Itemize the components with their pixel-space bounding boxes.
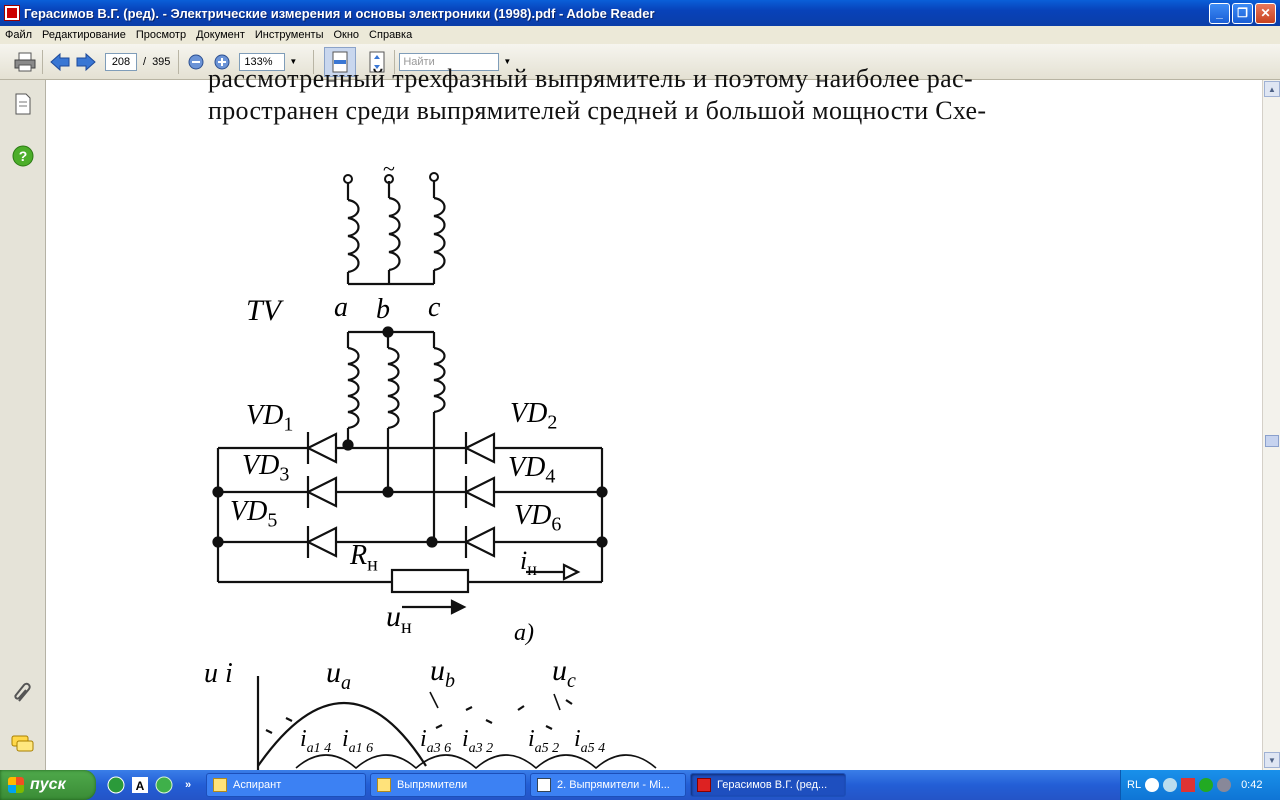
graph-uc-label: $u_c$ bbox=[552, 654, 576, 692]
zoom-out-button[interactable] bbox=[183, 49, 209, 75]
graph-ia32-label: $i_{a3 2}$ bbox=[462, 726, 494, 756]
find-options-icon[interactable]: ▼ bbox=[503, 57, 512, 66]
vd6-label: $VD_6$ bbox=[514, 500, 562, 536]
vd5-label: $VD_5$ bbox=[230, 496, 278, 532]
arrow-left-icon bbox=[50, 53, 70, 71]
comments-icon[interactable] bbox=[11, 732, 35, 756]
navigation-panel bbox=[0, 80, 46, 770]
graph-ui-label: u i bbox=[204, 658, 233, 689]
quick-launch-app-icon[interactable] bbox=[130, 775, 150, 795]
zoom-out-icon bbox=[188, 54, 204, 70]
graph-ia36-label: $i_{a3 6}$ bbox=[420, 726, 452, 756]
graph-ia16-label: $i_{a1 6}$ bbox=[342, 726, 374, 756]
taskbar bbox=[0, 770, 1280, 800]
menu-help[interactable]: Справка bbox=[369, 29, 413, 41]
toolbar-separator bbox=[178, 50, 179, 74]
load-current-label: $i_н$ bbox=[520, 546, 537, 580]
printer-icon bbox=[14, 52, 36, 72]
tv-label: TV bbox=[246, 294, 282, 327]
load-resistor-label: $R_н$ bbox=[350, 540, 378, 576]
close-icon: ✕ bbox=[1260, 6, 1271, 20]
task-adobe-reader[interactable]: Герасимов В.Г. (ред... bbox=[690, 773, 846, 797]
zoom-level-select[interactable]: 133% bbox=[239, 53, 285, 71]
quick-launch-more-icon[interactable]: » bbox=[184, 779, 192, 791]
window-title: Герасимов В.Г. (ред). - Электрические измерения и основы электроники (1998).pdf - Adobe Reader bbox=[24, 5, 655, 21]
vd1-label: $VD_1$ bbox=[246, 400, 294, 436]
text-line-2: пространен среди выпрямителей средней и большой мощности Схе- bbox=[208, 96, 987, 125]
menu-bar bbox=[0, 26, 1280, 44]
clock: 0:42 bbox=[1241, 779, 1263, 791]
svg-text:A: A bbox=[135, 779, 145, 793]
graph-ia52-label: $i_{a5 2}$ bbox=[528, 726, 560, 756]
scroll-down-icon[interactable]: ▼ bbox=[1264, 752, 1280, 768]
vd4-label: $VD_4$ bbox=[508, 452, 556, 488]
tray-network-icon[interactable] bbox=[1199, 778, 1213, 792]
maximize-button[interactable] bbox=[1232, 3, 1253, 24]
title-bar[interactable] bbox=[0, 0, 1280, 26]
start-button[interactable] bbox=[0, 770, 96, 800]
start-label: пуск bbox=[30, 776, 66, 793]
find-input[interactable]: Найти bbox=[399, 53, 499, 71]
svg-text:?: ? bbox=[18, 148, 28, 164]
phase-b-label: b bbox=[376, 294, 390, 325]
next-page-button[interactable] bbox=[73, 49, 99, 75]
menu-file[interactable]: Файл bbox=[5, 29, 33, 41]
word-document-icon bbox=[537, 778, 551, 792]
graph-ia14-label: $i_{a1 4}$ bbox=[300, 726, 332, 756]
figure-a-caption: a) bbox=[514, 620, 534, 646]
task-aspirant[interactable]: Аспирант bbox=[206, 773, 366, 797]
page-total: 395 bbox=[152, 55, 171, 68]
language-indicator[interactable]: RL bbox=[1127, 779, 1142, 791]
graph-ua-label: $u_a$ bbox=[326, 656, 351, 694]
tray-search-icon[interactable] bbox=[1163, 778, 1177, 792]
maximize-icon: ❐ bbox=[1237, 6, 1248, 20]
vd3-label: $VD_3$ bbox=[242, 450, 290, 486]
page-separator: / bbox=[143, 55, 147, 68]
menu-edit[interactable]: Редактирование bbox=[42, 29, 126, 41]
chevron-down-icon[interactable]: ▼ bbox=[289, 57, 298, 66]
pages-icon[interactable] bbox=[11, 92, 35, 116]
graph-ia54-label: $i_{a5 4}$ bbox=[574, 726, 606, 756]
vd2-label: $VD_2$ bbox=[510, 398, 558, 434]
system-tray bbox=[1120, 770, 1280, 800]
quick-launch-green-icon[interactable] bbox=[154, 775, 174, 795]
text-line-1: рассмотренный трехфазный выпрямитель и поэтому наиболее рас- bbox=[208, 64, 974, 93]
page-number-input[interactable]: 208 bbox=[105, 53, 137, 71]
print-button[interactable] bbox=[12, 49, 38, 75]
folder-icon bbox=[213, 778, 227, 792]
phase-a-label: a bbox=[334, 292, 348, 323]
folder-icon bbox=[377, 778, 391, 792]
pdf-document-icon bbox=[697, 778, 711, 792]
arrow-right-icon bbox=[76, 53, 96, 71]
paperclip-icon[interactable] bbox=[11, 680, 35, 704]
close-button[interactable] bbox=[1255, 3, 1276, 24]
vertical-scrollbar[interactable] bbox=[1262, 80, 1280, 770]
menu-document[interactable]: Документ bbox=[196, 29, 245, 41]
minimize-icon: _ bbox=[1216, 6, 1223, 20]
adobe-reader-icon bbox=[4, 5, 20, 21]
tray-chevron-icon[interactable] bbox=[1145, 778, 1159, 792]
quick-launch-browser-icon[interactable] bbox=[106, 775, 126, 795]
toolbar-separator bbox=[42, 50, 43, 74]
task-rectifiers-folder[interactable]: Выпрямители bbox=[370, 773, 526, 797]
help-icon[interactable] bbox=[11, 144, 35, 168]
tray-antivirus-icon[interactable] bbox=[1181, 778, 1195, 792]
tray-device-icon[interactable] bbox=[1217, 778, 1231, 792]
scroll-up-icon[interactable]: ▲ bbox=[1264, 81, 1280, 97]
scroll-thumb[interactable] bbox=[1265, 435, 1279, 447]
previous-page-button[interactable] bbox=[47, 49, 73, 75]
menu-view[interactable]: Просмотр bbox=[135, 29, 187, 41]
document-page[interactable] bbox=[46, 64, 1262, 770]
menu-tools[interactable]: Инструменты bbox=[254, 29, 324, 41]
minimize-button[interactable] bbox=[1209, 3, 1230, 24]
ac-tilde-label: ~ bbox=[383, 156, 395, 181]
phase-c-label: c bbox=[428, 292, 441, 323]
load-voltage-label: $u_н$ bbox=[386, 600, 412, 638]
windows-logo-icon bbox=[8, 777, 24, 793]
menu-window[interactable]: Окно bbox=[333, 29, 360, 41]
graph-ub-label: $u_b$ bbox=[430, 654, 455, 692]
task-word-document[interactable]: 2. Выпрямители - Mi... bbox=[530, 773, 686, 797]
